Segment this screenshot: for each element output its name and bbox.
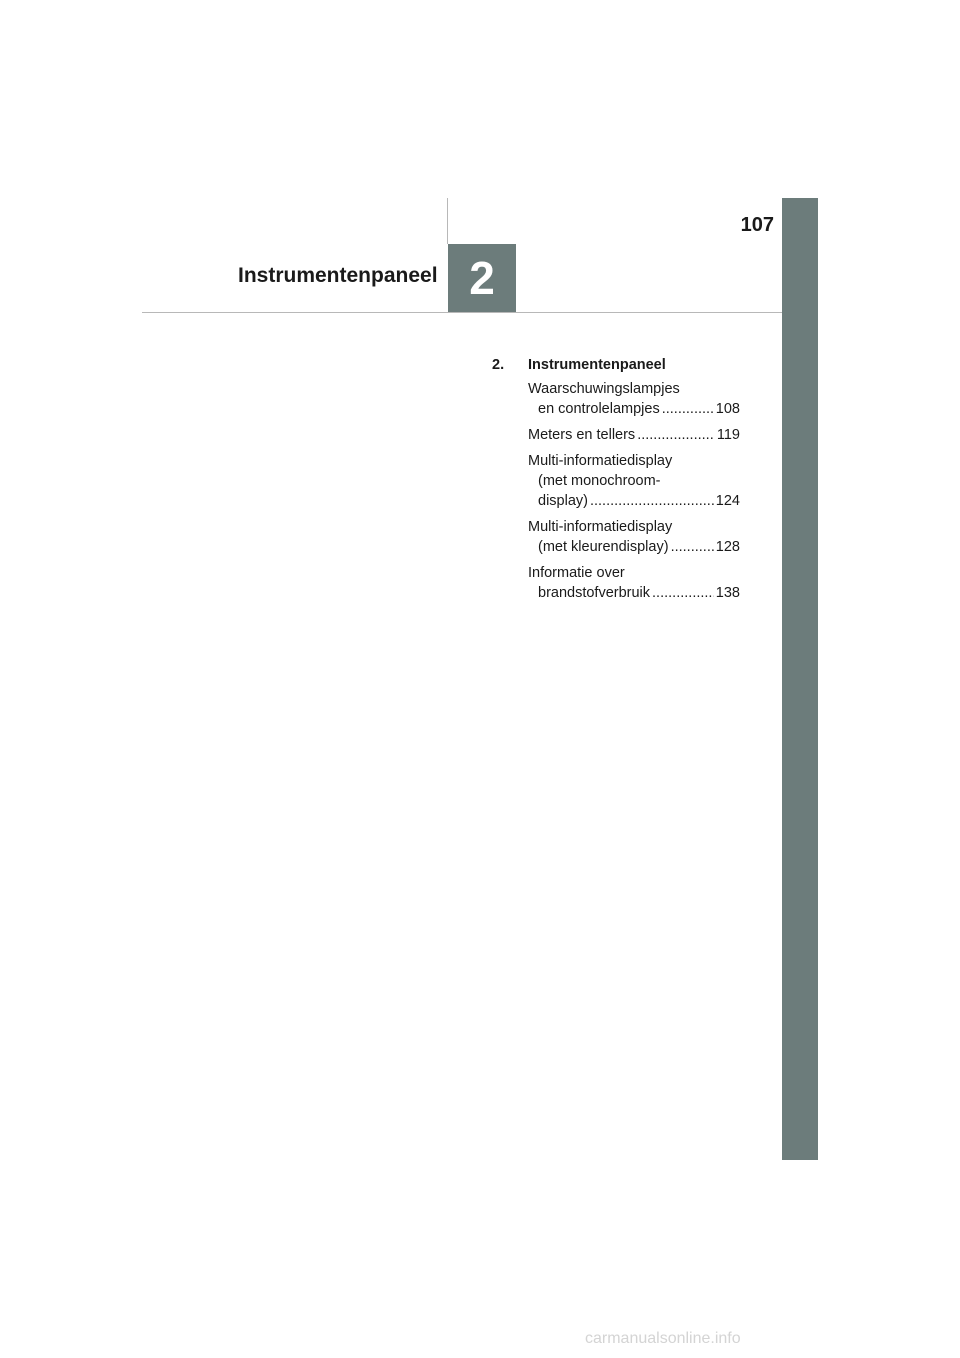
dot-leader bbox=[590, 491, 714, 511]
toc-entry-text: Multi-informatiedisplay bbox=[528, 453, 673, 469]
toc-entry-text: brandstofverbruik bbox=[538, 585, 651, 601]
toc-entry-waarschuwingslampjes[interactable] bbox=[528, 379, 740, 419]
page-number: 107 bbox=[740, 214, 774, 236]
toc-entry-text: Multi-informatiedisplay bbox=[528, 519, 673, 535]
toc-entry-text: (met kleurendisplay) bbox=[538, 539, 669, 555]
dot-leader bbox=[671, 537, 714, 557]
toc-entry-brandstofverbruik[interactable] bbox=[528, 563, 740, 603]
toc-entry-page: 119 bbox=[716, 427, 740, 443]
toc-entry-page: 138 bbox=[715, 585, 740, 601]
toc-entry-page: 108 bbox=[715, 401, 740, 417]
toc-entry-page: 128 bbox=[715, 539, 740, 555]
toc-entry-page: 124 bbox=[715, 493, 740, 509]
header-vertical-rule bbox=[447, 198, 448, 244]
toc-entry-text: Meters en tellers bbox=[528, 427, 636, 443]
header-horizontal-rule bbox=[142, 312, 782, 313]
dot-leader bbox=[652, 583, 714, 603]
table-of-contents bbox=[492, 355, 740, 609]
toc-section-heading bbox=[492, 355, 740, 375]
toc-entry-text: Waarschuwingslampjes bbox=[528, 381, 680, 397]
chapter-number-box: 2 bbox=[448, 244, 516, 312]
toc-entry-multi-info-monochroom[interactable] bbox=[528, 451, 740, 511]
toc-entry-multi-info-kleur[interactable] bbox=[528, 517, 740, 557]
toc-entry-text: (met monochroom- bbox=[538, 473, 661, 489]
dot-leader bbox=[637, 425, 715, 445]
toc-section-number: 2. bbox=[492, 357, 505, 373]
toc-entry-text: display) bbox=[538, 493, 588, 509]
toc-entry-meters[interactable] bbox=[528, 425, 740, 445]
footer-watermark: carmanualsonline.info bbox=[585, 1330, 741, 1347]
chapter-title: Instrumentenpaneel bbox=[238, 264, 438, 287]
toc-entry-text: en controlelampjes bbox=[538, 401, 660, 417]
toc-entry-text: Informatie over bbox=[528, 565, 625, 581]
toc-section-title: Instrumentenpaneel bbox=[528, 357, 666, 373]
chapter-side-tab bbox=[782, 198, 818, 1160]
dot-leader bbox=[662, 399, 714, 419]
